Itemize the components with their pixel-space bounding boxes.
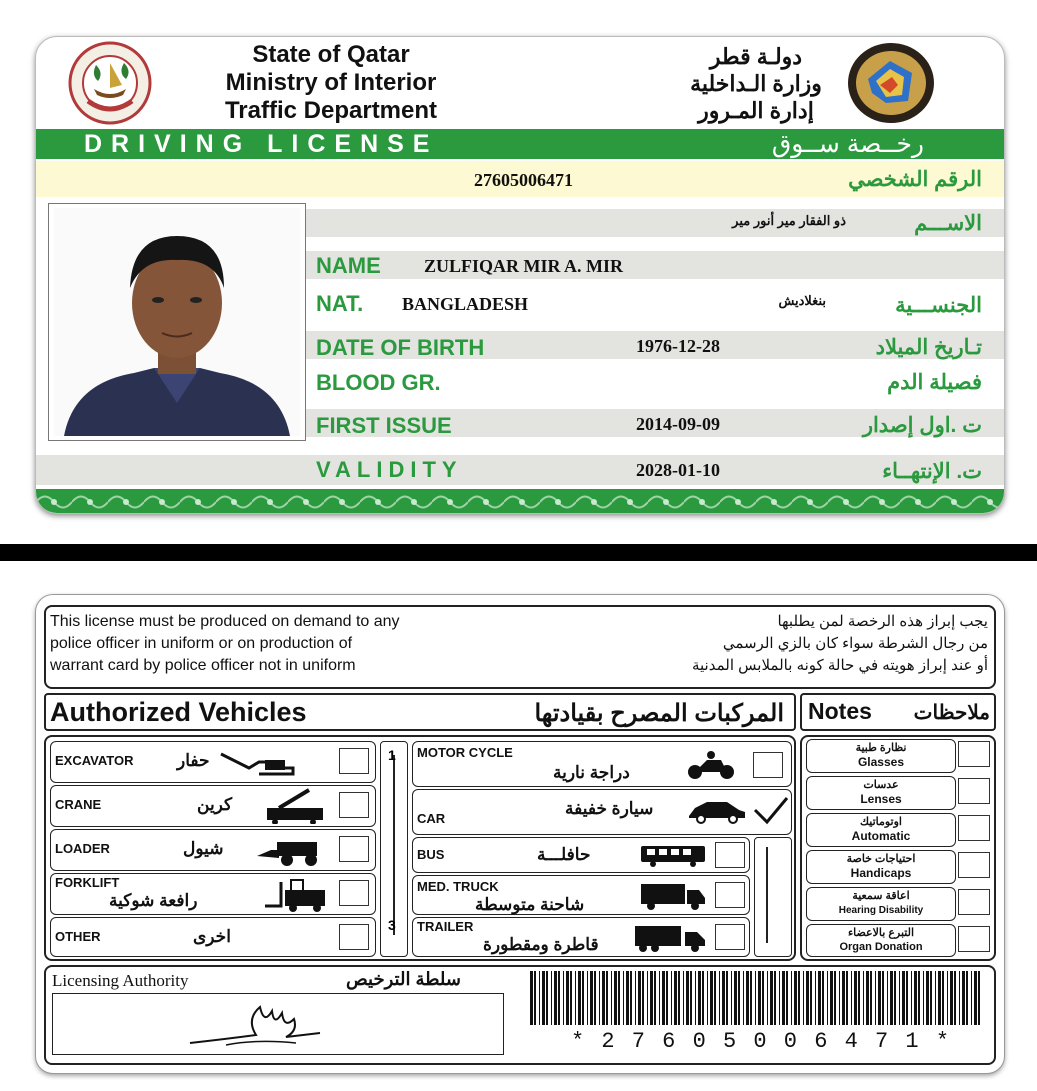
checkbox-handicaps[interactable] [958,852,990,878]
vehicle-name: EXCAVATOR [55,753,134,768]
barcode-bar [647,971,648,1025]
vehicle-name-arabic: شيول [183,839,224,858]
vehicle-loader [50,829,376,871]
barcode-bar [599,971,600,1025]
barcode-bar [654,971,656,1025]
vehicle-name: LOADER [55,841,110,856]
ministry-of-interior-emblem [68,41,152,125]
licensing-authority-label: Licensing Authority [52,971,189,990]
barcode-bar [578,971,581,1025]
barcode-bar [662,971,665,1025]
checkbox-bus[interactable] [715,842,745,868]
note-english: Handicaps [850,866,912,880]
barcode-bar [611,971,612,1025]
first-issue-label-arabic: ت .اول إصدار [862,414,982,437]
vehicle-name: FORKLIFT [55,875,120,890]
barcode-bar [734,971,737,1025]
notice-line: police officer in uniform or on production of [50,635,353,652]
note-arabic: عدسات [863,779,899,791]
barcode-bar [542,971,545,1025]
barcode-bar [602,971,605,1025]
authorized-vehicles-title: Authorized Vehicles [50,697,307,727]
header-line: وزارة الـداخلية [690,71,822,96]
barcode-bar [791,971,792,1025]
blood-group-label-arabic: فصيلة الدم [887,371,982,394]
barcode-bar [806,971,809,1025]
barcode-bar [762,971,764,1025]
validity-label: VALIDITY [316,457,463,482]
header-line: Ministry of Interior [225,69,437,96]
row-band [36,455,1004,485]
barcode-bar [962,971,965,1025]
bracket-right [754,837,792,957]
barcode-bar [683,971,684,1025]
barcode-bar [818,971,821,1025]
barcode-bar [842,971,845,1025]
first-issue-value: 2014-09-09 [636,414,720,434]
barcode-bar [767,971,768,1025]
vehicle-name: CRANE [55,797,102,812]
dob-label-arabic: تـاريخ الميلاد [875,336,982,359]
vehicle-name-arabic: شاحنة متوسطة [475,895,585,914]
signature [186,999,326,1053]
barcode-bar [918,971,920,1025]
barcode-bar [978,971,980,1025]
notice-line: يجب إبراز هذه الرخصة لمن يطلبها [777,613,988,630]
notes-title-arabic: ملاحظات [913,702,990,724]
checkbox-motorcycle[interactable] [753,752,783,778]
barcode-bar [906,971,908,1025]
barcode-bar [534,971,536,1025]
barcode-bar [630,971,632,1025]
barcode-bar [858,971,860,1025]
header-arabic [636,43,876,124]
note-glasses [806,739,956,773]
barcode-text: * 2 7 6 0 5 0 0 6 4 7 1 * [570,1029,952,1054]
note-automatic [806,813,956,847]
name-arabic: ذو الفقار مير أنور مير [732,213,846,228]
barcode-bar [810,971,812,1025]
barcode-bar [575,971,576,1025]
barcode-bar [947,971,948,1025]
vehicle-name-arabic: قاطرة ومقطورة [483,935,599,954]
vehicle-trailer [412,917,750,957]
barcode-bar [539,971,540,1025]
barcode-bar [786,971,788,1025]
header-line: دولـة قطر [709,44,803,69]
barcode-bar [846,971,848,1025]
header-english [186,41,476,125]
barcode-bar [755,971,756,1025]
barcode-bar [839,971,840,1025]
barcode-bar [590,971,593,1025]
checkbox-trailer[interactable] [715,924,745,950]
barcode-bar [894,971,896,1025]
note-organ-donation [806,924,956,957]
barcode-bar [887,971,888,1025]
nationality-value: BANGLADESH [402,294,529,314]
barcode-bar [606,971,608,1025]
barcode-bar [815,971,816,1025]
vehicle-med-truck [412,875,750,915]
vehicle-name-arabic: حافلـــة [537,845,591,864]
barcode-bar [570,971,572,1025]
vehicle-name-arabic: رافعة شوكية [109,891,198,910]
checkbox-lenses[interactable] [958,778,990,804]
name-value: ZULFIQAR MIR A. MIR [424,256,624,276]
validity-value: 2028-01-10 [636,460,720,480]
car-icon [687,798,747,824]
header-line: State of Qatar [252,41,410,68]
id-label-arabic: الرقم الشخصي [848,168,982,191]
dob-value: 1976-12-28 [636,336,720,356]
note-english: Automatic [851,829,911,843]
checkbox-hearing-disability[interactable] [958,889,990,915]
excavator-icon [219,750,299,776]
barcode-bar [702,971,704,1025]
barcode-bar [695,971,696,1025]
title-arabic: رخــصة ســوق [771,130,924,158]
note-arabic: اعاقة سمعية [852,890,910,902]
gcc-emblem [846,41,936,125]
title-english: DRIVING LICENSE [84,130,439,158]
header-line: Traffic Department [224,97,438,124]
nationality-arabic: بنغلاديش [778,293,826,308]
barcode-bar [623,971,624,1025]
barcode-bar [911,971,912,1025]
barcode-bar [822,971,824,1025]
notice-line: This license must be produced on demand to any [50,613,400,630]
barcode-bar [618,971,620,1025]
checkbox-excavator[interactable] [339,748,369,774]
barcode-bar [902,971,905,1025]
dob-label: DATE OF BIRTH [316,335,485,360]
blood-group-label: BLOOD GR. [316,370,441,395]
barcode-bar [966,971,968,1025]
barcode-bar [686,971,689,1025]
barcode-bar [899,971,900,1025]
barcode-bar [626,971,629,1025]
barcode-bar [834,971,836,1025]
barcode-bar [650,971,653,1025]
vehicle-name-arabic: دراجة نارية [553,763,630,782]
barcode-bar [587,971,588,1025]
barcode-bar [950,971,953,1025]
note-arabic: احتياجات خاصة [846,853,916,865]
barcode-bar [878,971,881,1025]
barcode-bar [774,971,776,1025]
vehicle-motorcycle [412,741,792,787]
validity-label-arabic: ت. الإنتهــاء [882,460,982,483]
holder-photo [54,208,300,436]
vehicle-excavator [50,741,376,783]
barcode-bar [758,971,761,1025]
barcode-bar [638,971,641,1025]
name-label-arabic: الاســـم [914,212,982,235]
barcode-bar [882,971,884,1025]
name-label: NAME [316,253,381,278]
barcode-bar [851,971,852,1025]
checkbox-crane[interactable] [339,792,369,818]
barcode-bar [642,971,644,1025]
barcode-bar [714,971,716,1025]
vehicle-name: OTHER [55,929,101,944]
note-arabic: اوتوماتيك [859,816,902,828]
barcode-bar [719,971,720,1025]
barcode-bar [743,971,744,1025]
separator-bar [0,544,1037,561]
note-arabic: نظارة طبية [855,742,907,754]
barcode-bar [594,971,596,1025]
barcode-bar [974,971,977,1025]
checkbox-other[interactable] [339,924,369,950]
licensing-authority-label-arabic: سلطة الترخيص [346,969,461,989]
bracket-line [766,847,768,943]
note-english: Hearing Disability [838,905,924,916]
bracket-digit: 3 [388,917,396,933]
trailer-icon [633,924,707,952]
barcode-bar [671,971,672,1025]
vehicle-name: BUS [417,847,445,862]
vehicle-car [412,789,792,835]
barcode-bar [782,971,785,1025]
barcode-bar [923,971,924,1025]
nationality-label: NAT. [316,291,364,316]
barcode-bar [770,971,773,1025]
barcode-bar [798,971,800,1025]
barcode-bar [863,971,864,1025]
barcode-bar [726,971,728,1025]
decorative-border-pattern [36,489,1005,514]
barcode-bar [707,971,708,1025]
notice-arabic [692,611,988,677]
header-line: إدارة المـرور [698,98,814,123]
vehicle-forklift [50,873,376,915]
barcode-bar [554,971,557,1025]
barcode-bar [678,971,680,1025]
barcode [528,971,986,1025]
checkbox-glasses[interactable] [958,741,990,767]
barcode-bar [875,971,876,1025]
checkbox-organ-donation[interactable] [958,926,990,952]
notice-english [50,611,400,677]
barcode-bar [551,971,552,1025]
barcode-bar [750,971,752,1025]
barcode-bar [926,971,929,1025]
barcode-bar [779,971,780,1025]
barcode-bar [971,971,972,1025]
nationality-label-arabic: الجنســـية [895,294,982,317]
barcode-bar [827,971,828,1025]
notice-line: من رجال الشرطة سواء كان بالزي الرسمي [722,635,988,652]
barcode-bar [582,971,584,1025]
vehicle-name-arabic: اخرى [193,927,231,946]
forklift-icon [263,878,329,912]
barcode-bar [666,971,668,1025]
vehicle-name: TRAILER [417,919,474,934]
photo-frame [48,203,306,441]
barcode-bar [563,971,564,1025]
checkbox-loader[interactable] [339,836,369,862]
barcode-bar [930,971,932,1025]
barcode-bar [674,971,677,1025]
barcode-bar [959,971,960,1025]
vehicle-name-arabic: سيارة خفيفة [565,799,654,818]
barcode-bar [722,971,725,1025]
barcode-bar [938,971,941,1025]
motorcycle-icon [685,750,737,780]
barcode-bar [731,971,732,1025]
barcode-bar [659,971,660,1025]
barcode-bar [746,971,749,1025]
barcode-bar [690,971,692,1025]
notice-line: warrant card by police officer not in uniform [50,657,356,674]
license-front-card [35,36,1005,514]
barcode-bar [794,971,797,1025]
first-issue-label: FIRST ISSUE [316,413,452,438]
checkbox-forklift[interactable] [339,880,369,906]
note-lenses [806,776,956,810]
vehicle-name: CAR [417,811,446,826]
barcode-bar [942,971,944,1025]
barcode-bar [954,971,956,1025]
barcode-bar [870,971,872,1025]
notes-title: Notes [808,698,872,724]
row-band [306,251,1005,279]
note-arabic: التبرع بالاعضاء [847,927,915,939]
barcode-bar [935,971,936,1025]
barcode-bar [854,971,857,1025]
note-english: Lenses [860,792,902,806]
vehicle-bus [412,837,750,873]
notice-line: أو عند إبراز هويته في حالة كونه بالملابس المدنية [691,657,988,674]
barcode-bar [698,971,701,1025]
bus-icon [639,844,707,868]
crane-icon [261,788,327,824]
checkmark-icon [753,796,789,826]
loader-icon [255,836,327,866]
vehicle-name-arabic: حفار [177,751,210,770]
bracket-digit: 1 [388,747,396,763]
note-handicaps [806,850,956,884]
vehicle-crane [50,785,376,827]
barcode-bar [614,971,617,1025]
authorized-vehicles-title-arabic: المركبات المصرح بقيادتها [534,700,784,727]
barcode-bar [530,971,533,1025]
barcode-bar [635,971,636,1025]
license-back-card [35,594,1005,1074]
note-english: Organ Donation [839,941,923,953]
truck-icon [639,882,707,910]
vehicle-name: MOTOR CYCLE [417,745,513,760]
checkbox-med-truck[interactable] [715,882,745,908]
barcode-bar [830,971,833,1025]
checkbox-automatic[interactable] [958,815,990,841]
vehicle-other [50,917,376,957]
vehicle-name: MED. TRUCK [417,879,499,894]
vehicle-name-arabic: كرين [197,795,233,814]
barcode-bar [558,971,560,1025]
note-english: Glasses [857,755,905,769]
barcode-bar [914,971,917,1025]
barcode-bar [566,971,569,1025]
barcode-bar [866,971,869,1025]
barcode-bar [738,971,740,1025]
bracket-line [393,755,395,935]
note-hearing-disability [806,887,956,921]
barcode-bar [890,971,893,1025]
id-number: 27605006471 [474,170,573,190]
barcode-bar [710,971,713,1025]
barcode-bar [546,971,548,1025]
barcode-bar [803,971,804,1025]
